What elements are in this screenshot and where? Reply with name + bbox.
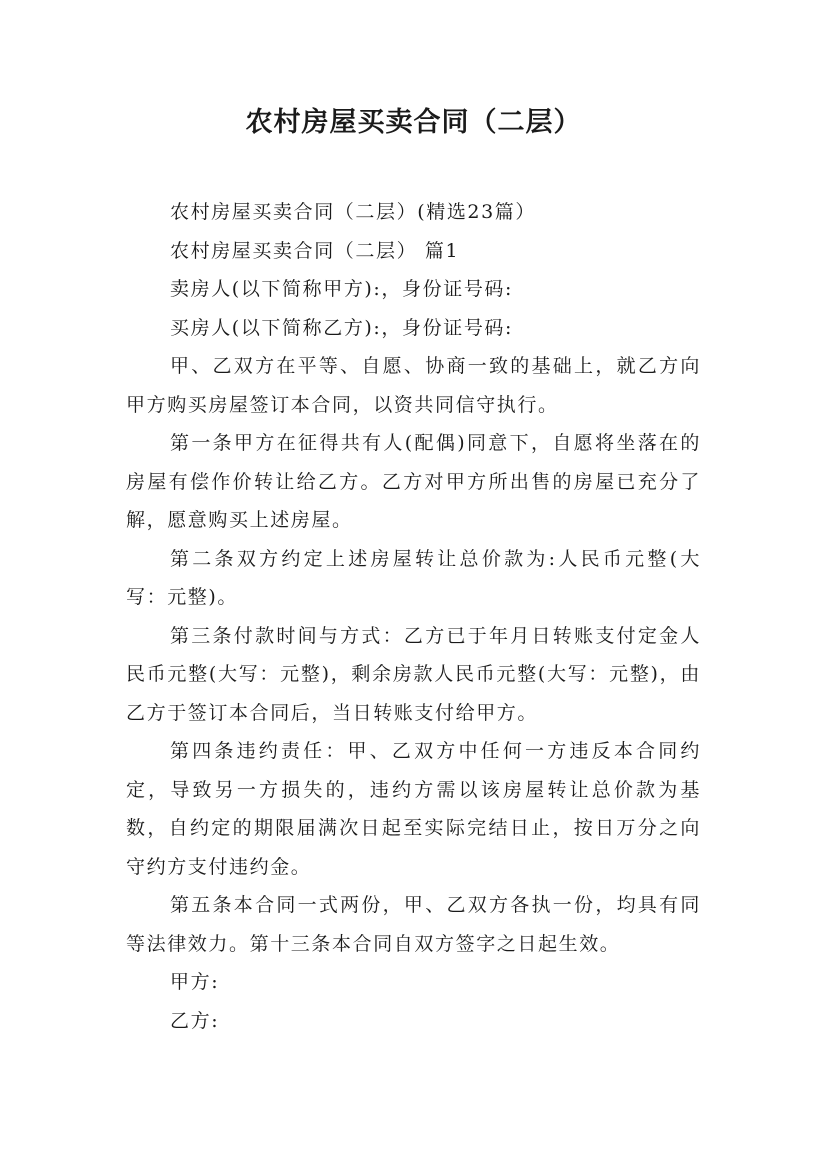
- subtitle-paragraph: 农村房屋买卖合同（二层）(精选23篇）: [170, 201, 536, 223]
- seller-line: 卖房人(以下简称甲方):，身份证号码:: [170, 278, 514, 300]
- section-heading: 农村房屋买卖合同（二层） 篇1: [170, 239, 460, 262]
- article-1-paragraph: 第一条甲方在征得共有人(配偶)同意下，自愿将坐落在的房屋有偿作价转让给乙方。乙方对甲方所出售的房屋已充分了解，愿意购买上述房屋。: [126, 432, 701, 531]
- document-title: 农村房屋买卖合同（二层）: [245, 107, 582, 138]
- preamble-paragraph: 甲、乙双方在平等、自愿、协商一致的基础上，就乙方向甲方购买房屋签订本合同，以资共同信守执行。: [126, 355, 701, 416]
- article-2-paragraph: 第二条双方约定上述房屋转让总价款为:人民币元整(大写：元整)。: [126, 547, 701, 608]
- article-4-paragraph: 第四条违约责任：甲、乙双方中任何一方违反本合同约定，导致另一方损失的，违约方需以该房屋转让总价款为基数，自约定的期限届满次日起至实际完结日止，按日万分之向守约方支付违约金。: [126, 740, 701, 878]
- party-b-signature-line: 乙方:: [170, 1009, 220, 1032]
- party-a-signature-line: 甲方:: [170, 971, 220, 993]
- article-3-paragraph: 第三条付款时间与方式：乙方已于年月日转账支付定金人民币元整(大写：元整)，剩余房款人民币元整(大写：元整)，由乙方于签订本合同后，当日转账支付给甲方。: [126, 624, 701, 724]
- article-5-paragraph: 第五条本合同一式两份，甲、乙双方各执一份，均具有同等法律效力。第十三条本合同自双方签字之日起生效。: [126, 894, 701, 955]
- document-body: [126, 193, 701, 1040]
- buyer-line: 买房人(以下简称乙方):，身份证号码:: [170, 316, 514, 339]
